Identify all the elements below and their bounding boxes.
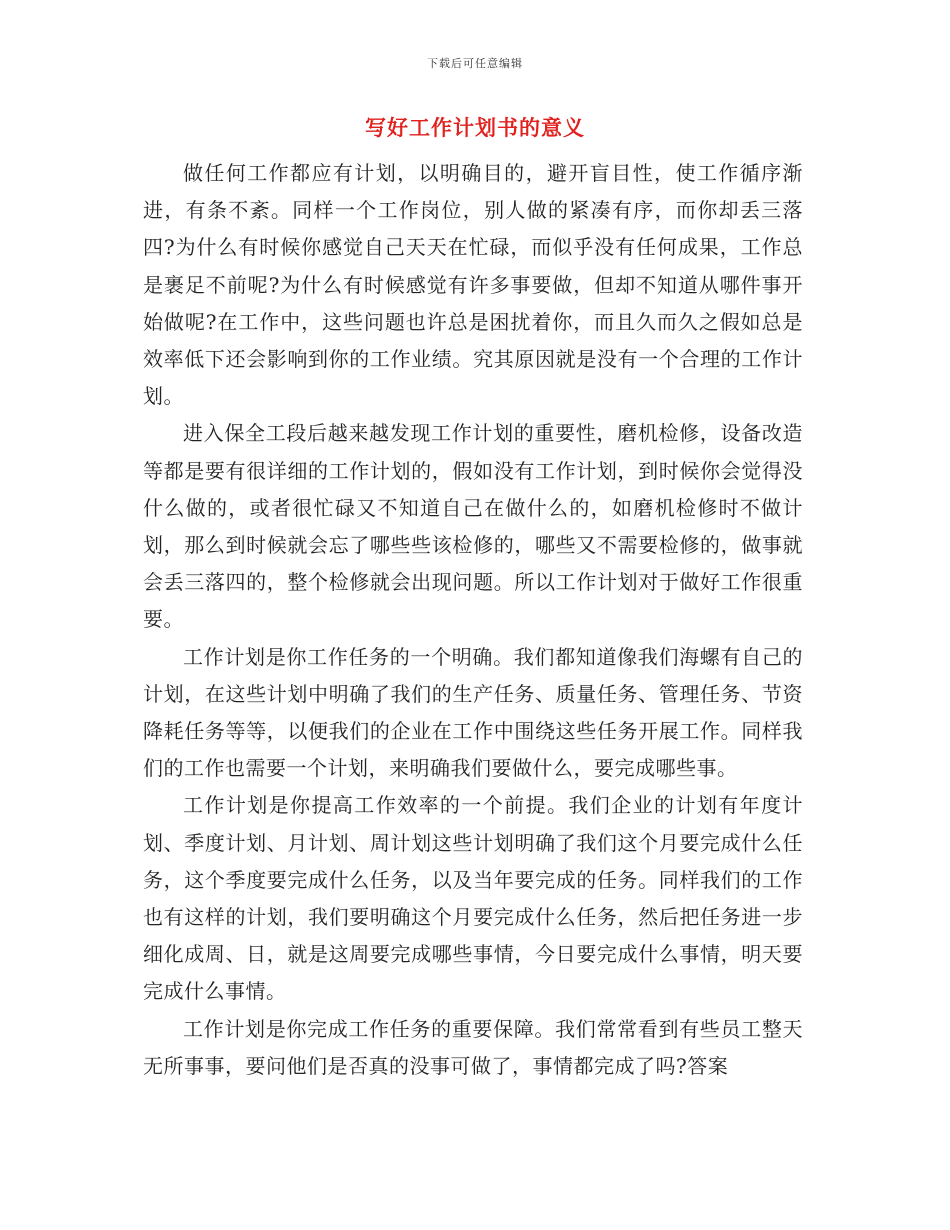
paragraph-5: 工作计划是你完成工作任务的重要保障。我们常常看到有些员工整天无所事事，要问他们是否真的没事可做了，事情都完成了吗?答案 [143,1016,803,1078]
paragraph-2: 进入保全工段后越来越发现工作计划的重要性，磨机检修，设备改造等都是要有很详细的工作计划的，假如没有工作计划，到时候你会觉得没什么做的，或者很忙碌又不知道自己在做什么的，如磨机检修时不做计划，那么到时候就会忘了哪些些该检修的，哪些又不需要检修的，做事就会丢三落四的，整个检修就会出现问题。所以工作计划对于做好工作很重要。 [143,421,803,632]
document-body [143,155,803,1085]
header-note: 下载后可任意编辑 [427,57,523,70]
document-title: 写好工作计划书的意义 [365,115,585,140]
paragraph-3: 工作计划是你工作任务的一个明确。我们都知道像我们海螺有自己的计划，在这些计划中明确了我们的生产任务、质量任务、管理任务、节资降耗任务等等，以便我们的企业在工作中围绕这些任务开展工作。同样我们的工作也需要一个计划，来明确我们要做什么，要完成哪些事。 [143,644,803,781]
paragraph-1: 做任何工作都应有计划，以明确目的，避开盲目性，使工作循序渐进，有条不紊。同样一个工作岗位，别人做的紧凑有序，而你却丢三落四?为什么有时候你感觉自己天天在忙碌，而似乎没有任何成果，工作总是裹足不前呢?为什么有时候感觉有许多事要做，但却不知道从哪件事开始做呢?在工作中，这些问题也许总是困扰着你，而且久而久之假如总是效率低下还会影响到你的工作业绩。究其原因就是没有一个合理的工作计划。 [143,161,803,409]
paragraph-4: 工作计划是你提高工作效率的一个前提。我们企业的计划有年度计划、季度计划、月计划、周计划这些计划明确了我们这个月要完成什么任务，这个季度要完成什么任务，以及当年要完成的任务。同样我们的工作也有这样的计划，我们要明确这个月要完成什么任务，然后把任务进一步细化成周、日，就是这周要完成哪些事情，今日要完成什么事情，明天要完成什么事情。 [143,793,803,1004]
